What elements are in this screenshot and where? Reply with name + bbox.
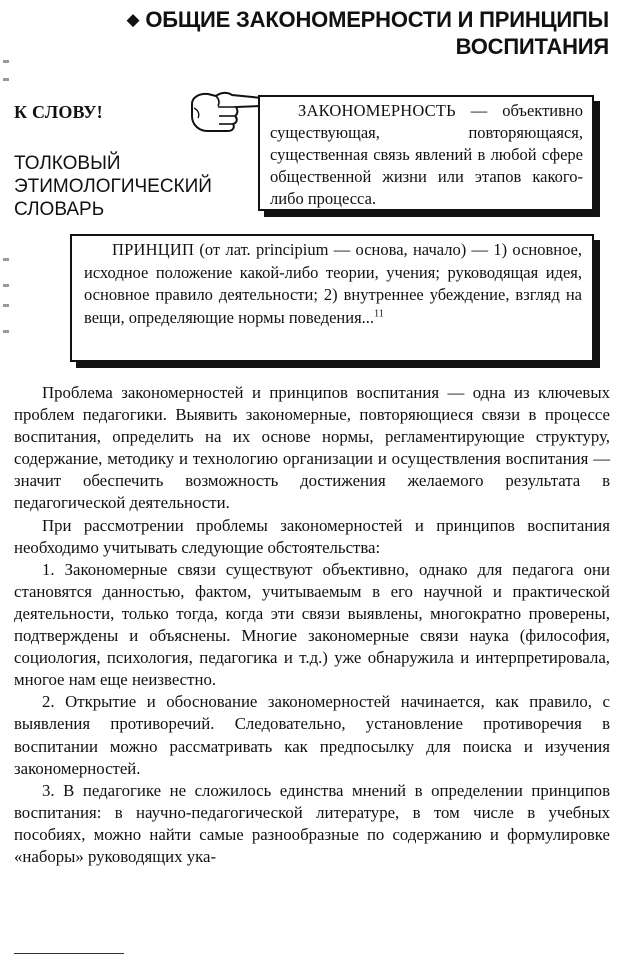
section-header [90, 6, 609, 60]
scan-margin-marks [0, 0, 14, 400]
dictionary-title: ТОЛКОВЫЙ ЭТИМОЛОГИЧЕСКИЙ СЛОВАРЬ [14, 153, 212, 220]
k-slovu-label: К СЛОВУ! [14, 102, 103, 122]
definition-box-zakonomernost [258, 95, 594, 211]
definition-box-princip [70, 234, 594, 362]
paragraph: 3. В педагогике не сложилось единства мнений в определении принципов воспитания: в научно-педагогической литературе, в том числе в учебных пособиях, можно найти самые разнообразные по содержанию и формулировке «наборы» руководящих ука- [14, 780, 610, 866]
paragraph: 1. Закономерные связи существуют объективно, однако для педагога они становятся данностью, фактом, учитываемым в его научной и практической деятельности, только тогда, когда эти связи выявлены, многократно проверены, подтверждены и объяснены. Многие закономерные связи наука (философия, социология, психология, педагогика и т.д.) уже обнаружила и интерпретировала, многое нам еще неизвестно. [14, 559, 610, 690]
pointing-hand-icon [186, 86, 266, 136]
definition-text: (от лат. principium — основа, начало) — 1) основное, исходное положение какой-либо теории, учения; руководящая идея, основное правило деятельности; 2) внутреннее убеждение, взгляд на вещи, определяющие нормы поведения... [84, 240, 582, 327]
body-text [14, 382, 610, 868]
footnote-reference: 11 [374, 308, 384, 319]
paragraph: 2. Открытие и обоснование закономерностей начинается, как правило, с выявления противоречий. Следовательно, установление противоречия в воспитании можно рассматривать как предпосылку для поиска и изучения закономерностей. [14, 692, 610, 778]
definition-term: ПРИНЦИП [112, 240, 195, 259]
definition-term: ЗАКОНОМЕРНОСТЬ [298, 101, 456, 120]
definition-text: — объективно существующая, повторяющаяся, существенная связь явлений в любой сфере общественной жизни или этапов какого-либо процесса. [270, 101, 583, 208]
diamond-icon: ◆ [126, 10, 140, 29]
paragraph: При рассмотрении проблемы закономерностей и принципов воспитания необходимо учитывать следующие обстоятельства: [14, 515, 610, 557]
footnote-divider [14, 953, 124, 954]
header-line-2: ВОСПИТАНИЯ [455, 34, 609, 59]
paragraph: Проблема закономерностей и принципов воспитания — одна из ключевых проблем педагогики. Выявить закономерные, повторяющиеся связи в процессе воспитания, определить на их основе нормы, регламентирующие структуру, содержание, методику и технологию организации и осуществления воспитания — значит обеспечить возможность достижения желаемого результата в педагогической деятельности. [14, 383, 610, 513]
header-line-1: ОБЩИЕ ЗАКОНОМЕРНОСТИ И ПРИНЦИПЫ [145, 7, 609, 32]
